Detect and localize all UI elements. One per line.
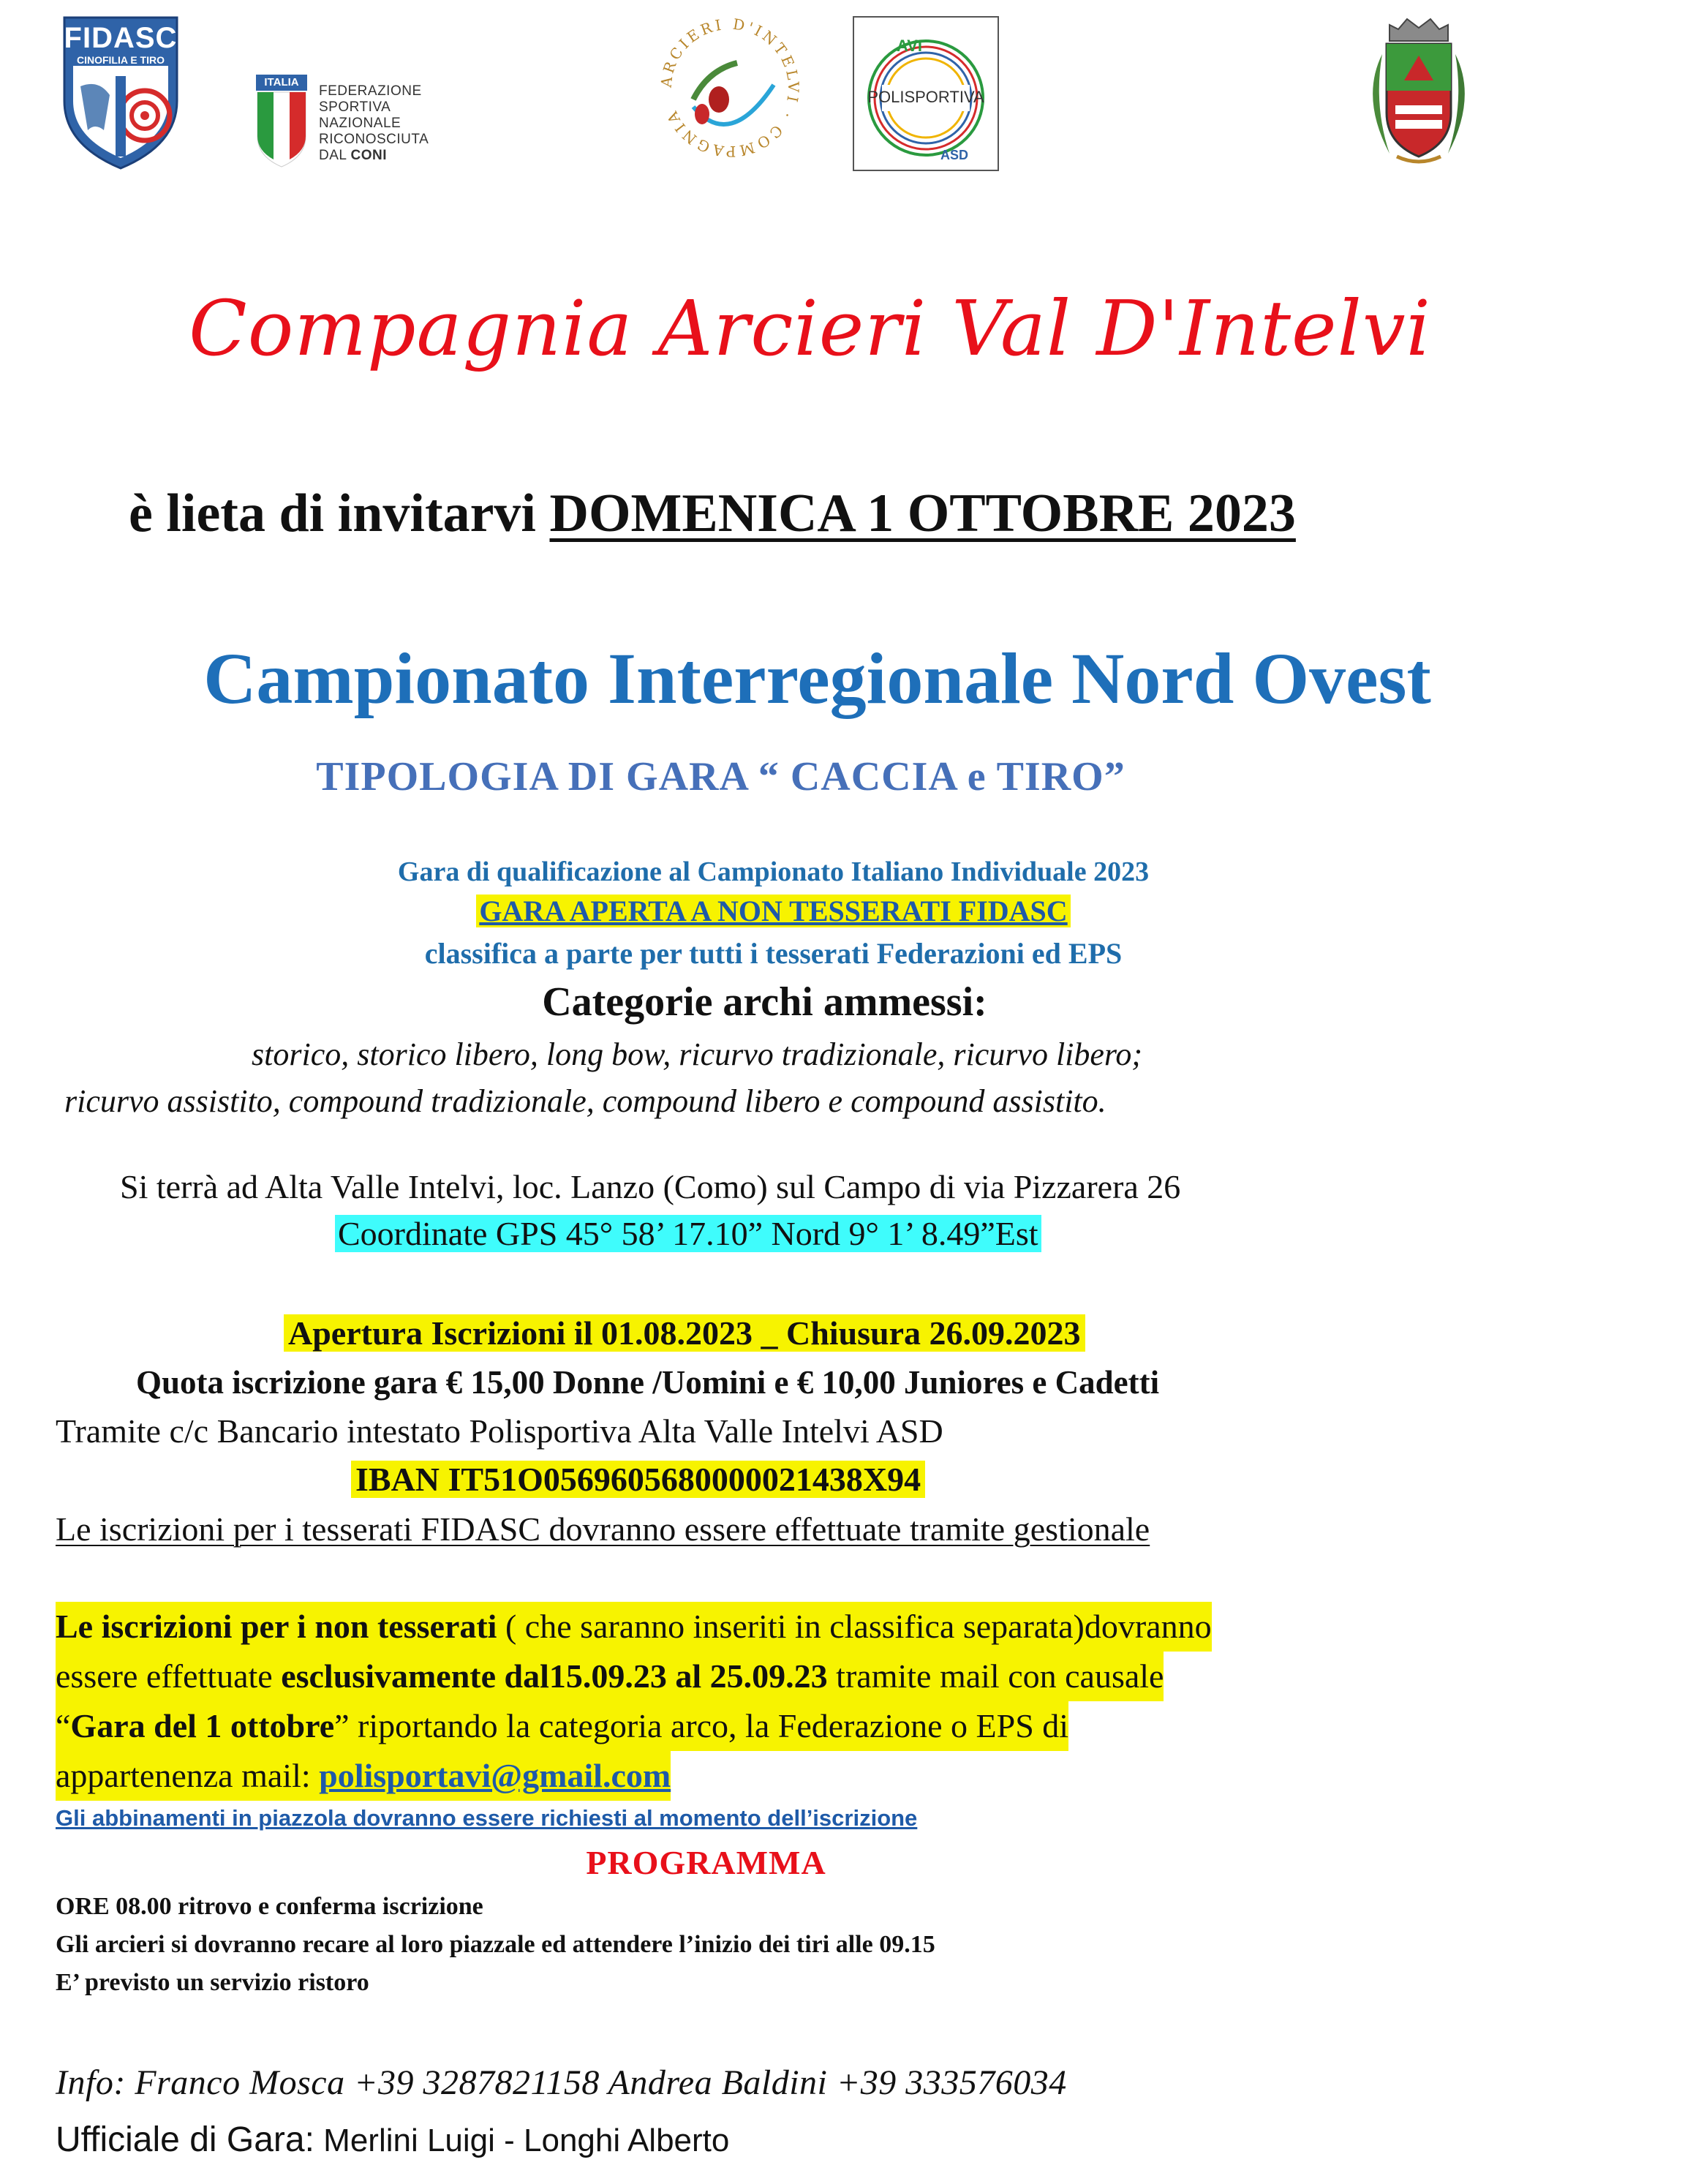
pairing-note: Gli abbinamenti in piazzola dovranno essere richiesti al momento dell’iscrizione [56, 1805, 918, 1831]
organizer-title: Compagnia Arcieri Val D'Intelvi [189, 284, 1431, 373]
non-members-l3-bold: Gara del 1 ottobre [70, 1707, 335, 1744]
polisportiva-middle: POLISPORTIVA [867, 88, 984, 106]
non-members-line-3 [56, 1701, 1068, 1751]
event-date: DOMENICA 1 OTTOBRE 2023 [549, 483, 1296, 543]
comune-crest-logo [1353, 10, 1485, 171]
non-members-l3-open: “ [56, 1707, 71, 1744]
officials-names: Merlini Luigi - Longhi Alberto [314, 2123, 730, 2158]
program-item: Gli arcieri si dovranno recare al loro piazzale ed attendere l’inizio dei tiri alle 09.15 [56, 1931, 935, 1958]
championship-title: Campionato Interregionale Nord Ovest [203, 638, 1431, 719]
categories-line-1: storico, storico libero, long bow, ricurvo tradizionale, ricurvo libero; [252, 1036, 1143, 1072]
competition-type: TIPOLOGIA DI GARA “ CACCIA e TIRO” [316, 754, 1125, 799]
seal-arc-text: ARCIERI D'INTELVI · COMPAGNIA [657, 15, 803, 161]
iban: IBAN IT51O0569605680000021438X94 [351, 1461, 925, 1498]
gps-coordinates: Coordinate GPS 45° 58’ 17.10” Nord 9° 1’ 8.49”Est [335, 1215, 1041, 1252]
non-members-l2-a: essere effettuate [56, 1657, 282, 1695]
coni-dal: DAL [319, 148, 347, 163]
gps-wrapper [335, 1214, 1041, 1253]
venue-text: Si terrà ad Alta Valle Intelvi, loc. Lanzo (Como) sul Campo di via Pizzarera 26 [120, 1168, 1181, 1205]
invite-line [129, 483, 1296, 545]
fee-text: Quota iscrizione gara € 15,00 Donne /Uomini e € 10,00 Juniores e Cadetti [136, 1364, 1160, 1401]
officials [56, 2120, 729, 2160]
non-members-line-4 [56, 1751, 671, 1801]
officials-label: Ufficiale di Gara: [56, 2120, 314, 2159]
email-link[interactable]: polisportavi@gmail.com [319, 1757, 671, 1794]
open-note-wrapper [0, 894, 1620, 928]
qualification-note: Gara di qualificazione al Campionato Italiano Individuale 2023 [397, 856, 1150, 887]
coni-word: CONI [350, 148, 388, 163]
fidasc-logo-subtitle: CINOFILIA E TIRO [76, 54, 165, 66]
program-title: PROGRAMMA [586, 1844, 826, 1881]
iban-wrapper [351, 1460, 925, 1499]
contact-info: Info: Franco Mosca +39 3287821158 Andrea Baldini +39 333576034 [56, 2063, 1067, 2102]
non-members-l1-rest: ( che saranno inseriti in classifica separata)dovranno [497, 1608, 1212, 1645]
coni-text [319, 83, 475, 164]
non-members-l1-bold: Le iscrizioni per i non tesserati [56, 1608, 497, 1645]
svg-text:ARCIERI D'INTELVI · COMPAGNIA [657, 15, 802, 160]
program-item: E’ previsto un servizio ristoro [56, 1969, 369, 1996]
program-item: ORE 08.00 ritrovo e conferma iscrizione [56, 1893, 483, 1920]
coni-line-2: SPORTIVA NAZIONALE [319, 99, 401, 131]
non-members-registration [56, 1602, 1212, 1801]
ranking-note: classifica a parte per tutti i tesserati Federazioni ed EPS [424, 937, 1123, 970]
non-members-line-1 [56, 1602, 1212, 1652]
categories-line-2: ricurvo assistito, compound tradizionale, compound libero e compound assistito. [64, 1083, 1106, 1119]
italia-coni-logo [256, 75, 475, 177]
non-members-l3-rest: ” riportando la categoria arco, la Federazione o EPS di [334, 1707, 1069, 1744]
non-members-l2-bold: esclusivamente dal15.09.23 al 25.09.23 [281, 1657, 828, 1695]
registration-dates: Apertura Iscrizioni il 01.08.2023 _ Chiusura 26.09.2023 [284, 1314, 1085, 1352]
fidasc-logo [59, 13, 183, 170]
non-members-l2-rest: tramite mail con causale [827, 1657, 1164, 1695]
non-members-line-2 [56, 1652, 1164, 1701]
polisportiva-bottom: ASD [940, 148, 969, 162]
polisportiva-top: AVI [897, 37, 923, 55]
invite-prefix: è lieta di invitarvi [129, 483, 550, 543]
italia-label: ITALIA [264, 76, 299, 89]
apertura-wrapper [284, 1314, 1085, 1352]
bank-text: Tramite c/c Bancario intestato Polisportiva Alta Valle Intelvi ASD [56, 1412, 943, 1450]
fidasc-registration-note: Le iscrizioni per i tesserati FIDASC dovranno essere effettuate tramite gestionale [56, 1510, 1150, 1548]
fidasc-logo-name: FIDASC [64, 22, 178, 54]
coni-line-3: RICONOSCIUTA [319, 132, 429, 147]
polisportiva-logo [853, 16, 999, 171]
compagnia-seal-logo [649, 4, 810, 171]
categories-title: Categorie archi ammessi: [542, 979, 987, 1025]
coni-line-1: FEDERAZIONE [319, 83, 422, 99]
coni-line-4 [319, 148, 475, 164]
open-note: GARA APERTA A NON TESSERATI FIDASC [476, 895, 1070, 927]
non-members-l4-a: appartenenza mail: [56, 1757, 320, 1794]
